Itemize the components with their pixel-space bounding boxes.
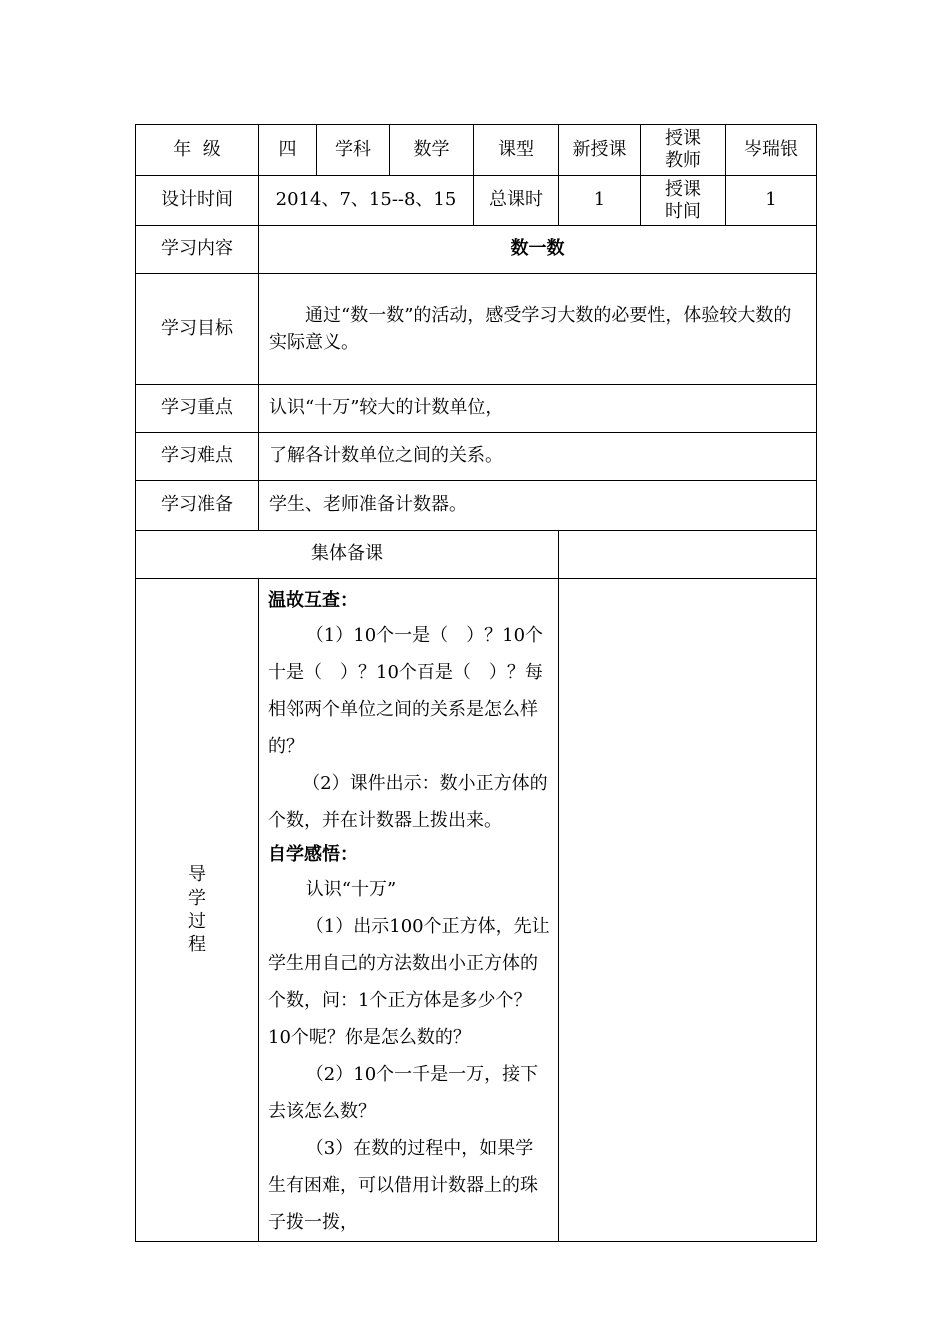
process-label xyxy=(136,579,259,1242)
process-label-char: 程 xyxy=(188,934,206,956)
difficulty-label: 学习难点 xyxy=(136,433,259,481)
design-time-label: 设计时间 xyxy=(136,176,259,226)
class-time-label-line1: 授课 xyxy=(665,178,701,200)
process-label-char: 导 xyxy=(188,864,206,886)
process-label-char: 学 xyxy=(188,887,206,909)
process-label-char: 过 xyxy=(188,911,206,932)
preparation-row xyxy=(136,481,817,531)
goal-row xyxy=(136,274,817,385)
keypoint-label: 学习重点 xyxy=(136,385,259,433)
difficulty-row xyxy=(136,433,817,481)
teacher-value: 岑瑞银 xyxy=(726,125,817,176)
collective-row xyxy=(136,531,817,579)
lesson-type-value: 新授课 xyxy=(559,125,641,176)
difficulty-value: 了解各计数单位之间的关系。 xyxy=(259,433,817,481)
class-time-value: 1 xyxy=(726,176,817,226)
content-row xyxy=(136,226,817,274)
subject-value: 数学 xyxy=(390,125,474,176)
teacher-label-line1: 授课 xyxy=(665,128,701,150)
self-study-item-3: （3）在数的过程中，如果学生有困难，可以借用计数器上的珠子拨一拨， xyxy=(268,1138,538,1233)
lesson-plan-table xyxy=(135,124,817,1242)
review-item-2: （2）课件出示：数小正方体的个数，并在计数器上拨出来。 xyxy=(268,773,548,831)
header-row-2 xyxy=(136,176,817,226)
collective-notes-cell xyxy=(559,531,817,579)
process-notes-cell xyxy=(559,579,817,1242)
content-label: 学习内容 xyxy=(136,226,259,274)
total-hours-label: 总课时 xyxy=(474,176,559,226)
goal-value: 通过“数一数”的活动，感受学习大数的必要性，体验较大数的实际意义。 xyxy=(259,274,817,385)
subject-label: 学科 xyxy=(317,125,390,176)
review-item-1: （1）10个一是（ ）？10个十是（ ）？10个百是（ ）？每相邻两个单位之间的关系是怎么样的？ xyxy=(268,625,544,757)
content-value: 数一数 xyxy=(259,226,817,274)
teacher-label-line2: 教师 xyxy=(665,150,701,171)
class-time-label-line2: 时间 xyxy=(665,200,701,222)
preparation-label: 学习准备 xyxy=(136,481,259,531)
self-study-item-1: （1）出示100个正方体，先让学生用自己的方法数出小正方体的个数，问：1个正方体是多少个？10个呢？你是怎么数的？ xyxy=(268,916,550,1048)
self-study-intro: 认识“十万” xyxy=(305,879,397,900)
grade-value: 四 xyxy=(259,125,317,176)
lesson-type-label: 课型 xyxy=(474,125,559,176)
header-row-1 xyxy=(136,125,817,176)
design-time-value: 2014、7、15--8、15 xyxy=(259,176,474,226)
keypoint-row xyxy=(136,385,817,433)
goal-label: 学习目标 xyxy=(136,274,259,385)
teacher-label xyxy=(641,125,726,176)
grade-label: 年 级 xyxy=(136,125,259,176)
review-heading: 温故互查： xyxy=(268,590,358,611)
total-hours-value: 1 xyxy=(559,176,641,226)
collective-label: 集体备课 xyxy=(136,531,559,579)
preparation-value: 学生、老师准备计数器。 xyxy=(259,481,817,531)
keypoint-value: 认识“十万”较大的计数单位， xyxy=(259,385,817,433)
self-study-heading: 自学感悟： xyxy=(268,844,358,865)
self-study-item-2: （2）10个一千是一万，接下去该怎么数？ xyxy=(268,1064,539,1122)
process-row xyxy=(136,579,817,1242)
class-time-label xyxy=(641,176,726,226)
process-content xyxy=(259,579,559,1242)
